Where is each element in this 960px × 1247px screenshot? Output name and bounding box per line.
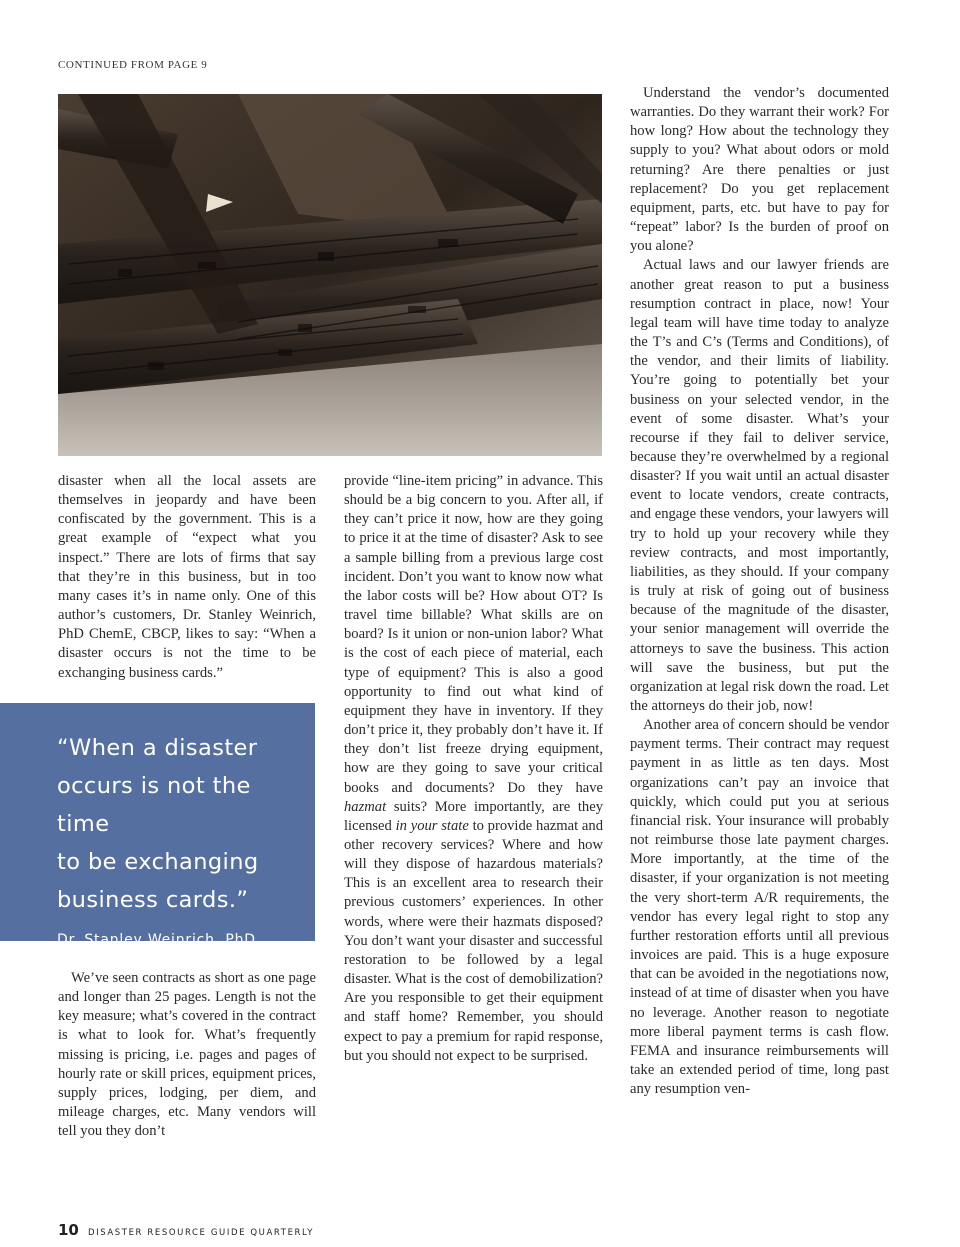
- pull-quote-line: to be exchanging: [57, 849, 259, 875]
- page-number: 10: [58, 1221, 79, 1239]
- italic-term: in your state: [395, 817, 469, 834]
- column-1-top: [58, 472, 316, 683]
- paragraph: disaster when all the local assets are themselves in jeopardy and have been confiscated by the government. This is a great example of “expect what you inspect.” There are lots of firms that say that they’re in this business, but in too many cases it’s in name only. One of this author’s customers, Dr. Stanley Weinrich, PhD ChemE, CBCP, likes to say: “When a disaster occurs is not the time to be exchanging business cards.”: [58, 473, 316, 681]
- pull-quote-line: “When a disaster: [57, 735, 258, 761]
- column-2: [344, 472, 603, 1066]
- column-1-bottom: [58, 969, 316, 1141]
- pull-quote-line: occurs is not the time: [57, 773, 251, 837]
- attribution-line: Dr. Stanley Weinrich, PhD: [57, 932, 256, 948]
- column-3: [630, 84, 889, 1099]
- text-run: provide “line-item pricing” in advance. This should be a big concern to you. After all, if they can’t price it now, how are they going to price it at the time of disaster? Ask to see a sample billing from a previous large cost incident. Don’t you want to know now what the labor costs will be? How about OT? Is travel time billable? What skills are on board? Is it union or non-union labor? What is the cost of each piece of material, each type of equipment? This is also a good opportunity to find out what kind of equipment they have in inventory. If they don’t price it, they probably don’t have it. If they don’t list freeze drying equipment, how are they going to save your critical books and documents? Do they have: [344, 473, 603, 796]
- text-run: to provide hazmat and other recovery services? Where and how will they dispose of hazardous materials? This is an excellent area to research their previous customers’ experiences. In other words, where were their hazmats disposed? You don’t want your disaster and successful restoration to be followed by a legal disaster. What is the cost of demobilization? Are you responsible to get their equipment and staff home? Remember, you should expect to pay a premium for rapid response, but you should not expect to be surprised.: [344, 817, 604, 1064]
- burnt-beams-photo: [58, 94, 602, 456]
- paragraph: Understand the vendor’s documented warranties. Do they warrant their work? For how long? How about the technology they supply to you? What about odors or mold returning? Are there penalties or just replacement? Do you get replacement equipment, parts, etc. but have to pay for “repeat” labor? Is the burden of proof on you alone?: [630, 85, 889, 255]
- pull-quote-line: business cards.”: [57, 887, 249, 913]
- page-footer: [58, 1220, 314, 1239]
- paragraph: [344, 472, 603, 1066]
- attribution-line: ChemE, CBCP: [57, 951, 162, 967]
- pull-quote-box: [0, 703, 315, 967]
- pull-quote-attribution: [57, 931, 295, 969]
- continued-from-label: CONTINUED FROM PAGE 9: [58, 59, 208, 71]
- pull-quote: [57, 729, 295, 919]
- burnt-beams-illustration: [58, 94, 602, 456]
- italic-term: hazmat: [344, 798, 387, 815]
- text-run: suits? More importantly, are they licensed: [344, 798, 603, 834]
- paragraph: Another area of concern should be vendor payment terms. Their contract may request payment in as little as ten days. Most organizations can’t pay an invoice that quickly, which could put you at serious financial risk. Your insurance will probably not reimburse those late payment charges. More importantly, at the time of the disaster, if your organization is not meeting the very short-term A/R requirements, the vendor has every legal right to stop any further restoration efforts until all previous invoices are paid. This is a huge exposure that can be avoided in the negotiations now, instead of at time of disaster when you have no leverage. Another reason to negotiate more liberal payment terms is cash flow. FEMA and insurance reimbursements will take an extended period of time, long past any resumption ven-: [630, 717, 889, 1098]
- paragraph: We’ve seen contracts as short as one page and longer than 25 pages. Length is not the key measure; what’s covered in the contract is what to look for. What’s frequently missing is pricing, i.e. pages and pages of hourly rate or skill prices, equipment prices, supply prices, lodging, per diem, and mileage charges, etc. Many vendors will tell you they don’t: [58, 970, 316, 1140]
- publication-name: DISASTER RESOURCE GUIDE QUARTERLY: [87, 1228, 315, 1238]
- paragraph: Actual laws and our lawyer friends are another great reason to put a business resumption contract in place, now! Your legal team will have time today to analyze the T’s and C’s (Terms and Conditions), of the vendor, and their limits of liability. You’re going to potentially bet your business on your selected vendor, in the event of some disaster. What’s your recourse if they fail to deliver service, because they’re overwhelmed by a regional disaster? If you wait until an actual disaster event to locate vendors, create contracts, and engage these vendors, your lawyers will try to hold up your recovery while they review contracts, and most importantly, liabilities, as they should. If your company is truly at risk of going out of business because of the magnitude of the disaster, your senior management will override the attorneys to save the business. This action will save the business, but put the organization at legal risk down the road. Let the attorneys do their job, now!: [630, 257, 889, 714]
